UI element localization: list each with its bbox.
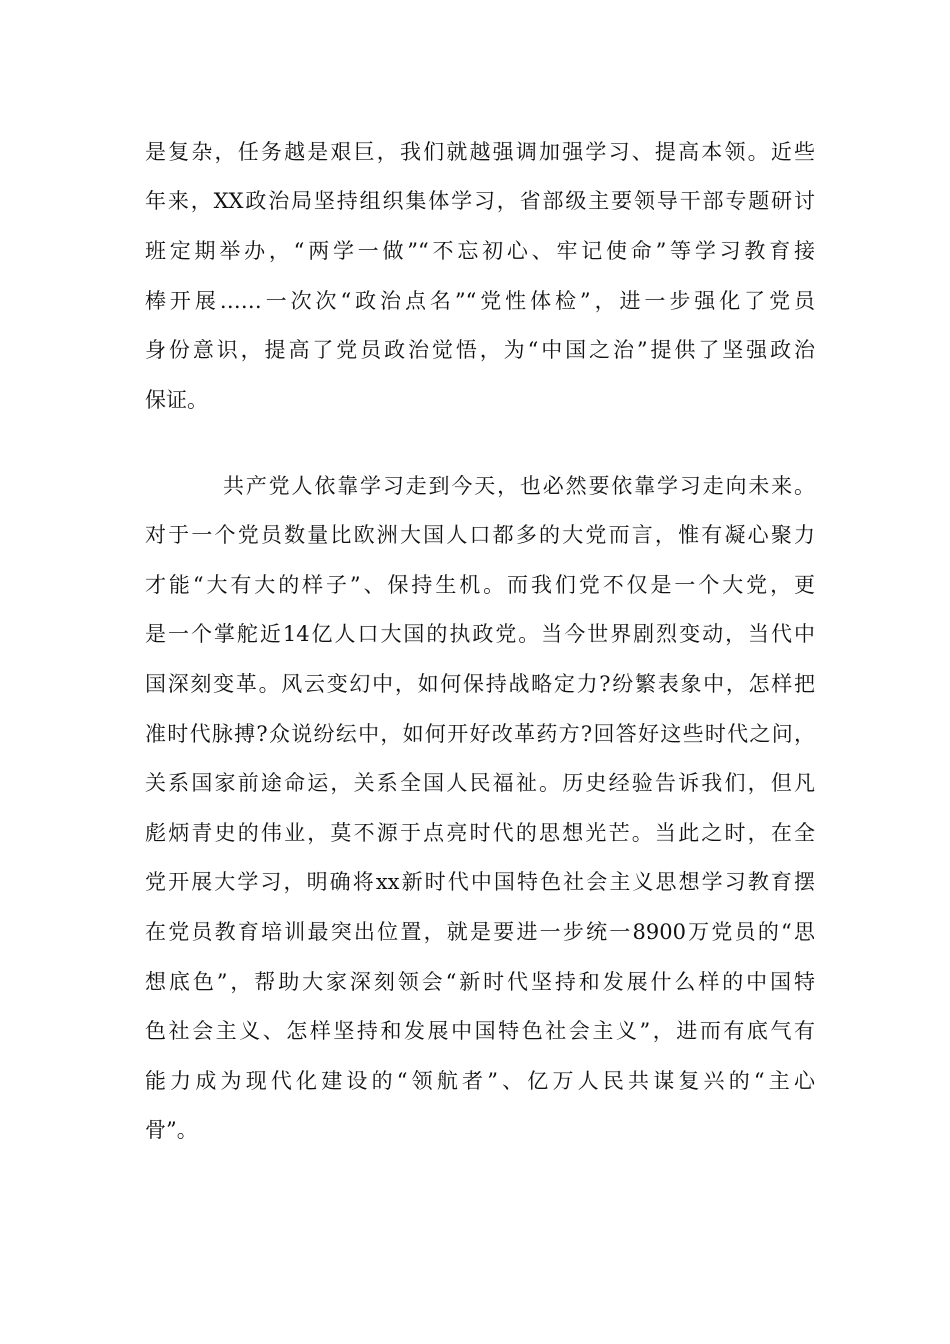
text-line: 班定期举办，“两学一做”“不忘初心、牢记使命”等学习教育接	[145, 239, 815, 263]
text-line: 国深刻变革。风云变幻中，如何保持战略定力?纷繁表象中，怎样把	[145, 672, 815, 696]
text-line: 在党员教育培训最突出位置，就是要进一步统一8900万党员的“思	[145, 920, 815, 944]
text-line: 党开展大学习，明确将xx新时代中国特色社会主义思想学习教育摆	[145, 870, 815, 894]
text-line: 能力成为现代化建设的“领航者”、亿万人民共谋复兴的“主心	[145, 1069, 815, 1093]
text-line: 年来，XX政治局坚持组织集体学习，省部级主要领导干部专题研讨	[145, 189, 815, 213]
text-line: 彪炳青史的伟业，莫不源于点亮时代的思想光芒。当此之时，在全	[145, 821, 815, 845]
text-line: 是一个掌舵近14亿人口大国的执政党。当今世界剧烈变动，当代中	[145, 622, 815, 646]
text-line: 棒开展……一次次“政治点名”“党性体检”，进一步强化了党员	[145, 289, 815, 313]
text-line: 骨”。	[145, 1118, 198, 1142]
text-line: 共产党人依靠学习走到今天，也必然要依靠学习走向未来。	[223, 474, 815, 498]
text-line: 保证。	[145, 388, 208, 412]
text-line: 准时代脉搏?众说纷纭中，如何开好改革药方?回答好这些时代之问，	[145, 722, 815, 746]
text-line: 想底色”，帮助大家深刻领会“新时代坚持和发展什么样的中国特	[145, 970, 815, 994]
text-line: 色社会主义、怎样坚持和发展中国特色社会主义”，进而有底气有	[145, 1019, 815, 1043]
text-line: 才能“大有大的样子”、保持生机。而我们党不仅是一个大党，更	[145, 573, 815, 597]
text-line: 对于一个党员数量比欧洲大国人口都多的大党而言，惟有凝心聚力	[145, 523, 815, 547]
text-line: 关系国家前途命运，关系全国人民福祉。历史经验告诉我们，但凡	[145, 771, 815, 795]
text-line: 身份意识，提高了党员政治觉悟，为“中国之治”提供了坚强政治	[145, 338, 815, 362]
text-line: 是复杂，任务越是艰巨，我们就越强调加强学习、提高本领。近些	[145, 140, 815, 164]
